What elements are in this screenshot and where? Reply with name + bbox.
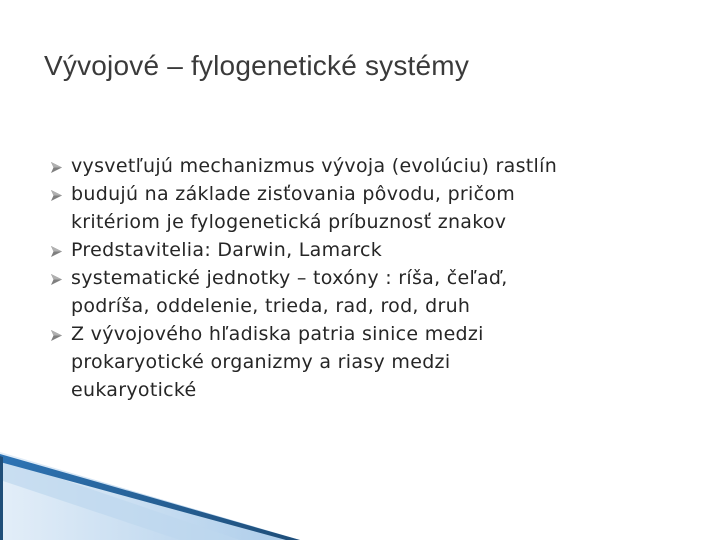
bullet-item: [50, 236, 690, 264]
bullet-line: kritériom je fylogenetická príbuznosť znakov: [71, 211, 507, 233]
arrowhead-icon: [50, 329, 64, 342]
arrowhead-icon: [50, 161, 64, 174]
bullet-line: eukaryotické: [71, 379, 197, 401]
bullet-list: [50, 152, 690, 404]
bullet-line: podríša, oddelenie, trieda, rad, rod, druh: [71, 295, 471, 317]
bullet-item: [50, 264, 690, 320]
slide-title: Vývojové – fylogenetické systémy: [44, 50, 470, 81]
arrowhead-icon: [50, 273, 64, 286]
bullet-line: Z vývojového hľadiska patria sinice medzi: [71, 323, 484, 345]
arrowhead-icon: [50, 245, 64, 258]
bullet-line: vysvetľujú mechanizmus vývoja (evolúciu) rastlín: [71, 155, 558, 177]
bullet-item: [50, 180, 690, 236]
bullet-line: budujú na základe zisťovania pôvodu, pričom: [71, 183, 516, 205]
bullet-line: Predstavitelia: Darwin, Lamarck: [71, 239, 383, 261]
bullet-line: systematické jednotky – toxóny : ríša, čeľaď,: [71, 267, 508, 289]
corner-decoration: [0, 440, 720, 540]
bullet-line: prokaryotické organizmy a riasy medzi: [71, 351, 451, 373]
arrowhead-icon: [50, 189, 64, 202]
bullet-item: [50, 320, 690, 404]
bullet-item: [50, 152, 690, 180]
